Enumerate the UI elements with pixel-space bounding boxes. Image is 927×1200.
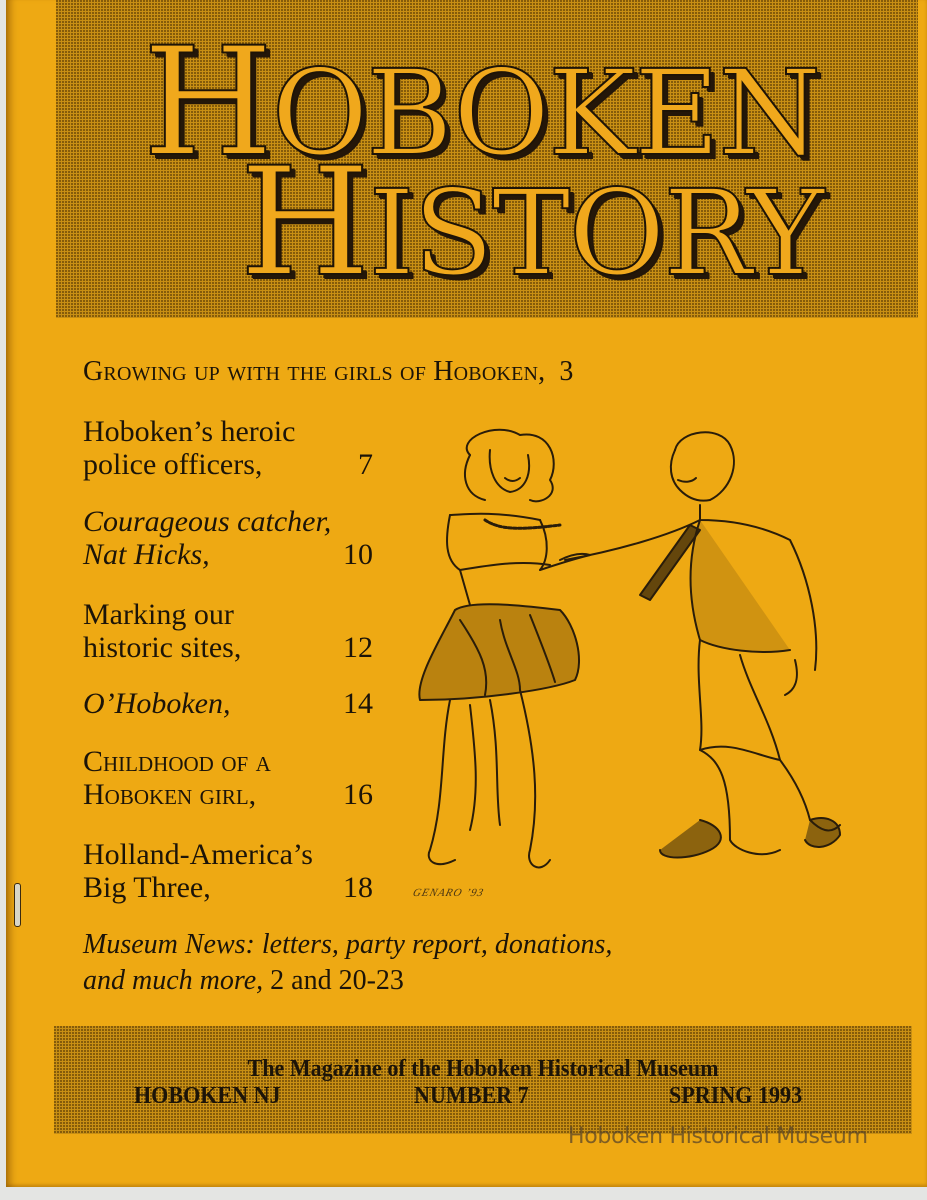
staple [14,883,21,927]
masthead-line-2 [100,136,927,310]
footer-issue-number: NUMBER 7 [414,1083,529,1109]
toc-item-page: 18 [343,871,373,904]
watermark: Hoboken Historical Museum [568,1124,868,1149]
masthead-initial: H [142,16,272,190]
museum-news-pages: 2 and 20-23 [263,965,404,996]
toc-item-title: police officers, [83,448,263,481]
footer-location: HOBOKEN NJ [134,1083,281,1109]
masthead-initial: H [239,136,369,310]
museum-news [83,927,723,999]
toc-item-page: 7 [358,448,373,481]
artist-signature: GENARO ’93 [411,887,486,899]
toc-item-title: historic sites, [83,631,242,664]
footer-tagline: The Magazine of the Hoboken Historical Museum [247,1056,719,1082]
toc-item-title: Hoboken’s heroic [83,415,296,448]
toc-item-title: Holland-America’s [83,838,313,871]
toc-item-title: Courageous catcher, [83,505,332,538]
toc-item-title: O’Hoboken, [83,687,231,720]
dancing-couple-illustration [400,420,860,900]
toc-item-title: Nat Hicks, [83,538,210,571]
toc-item [83,838,373,904]
masthead-band [56,0,918,318]
toc-item [83,687,373,720]
lead-story-page: 3 [559,356,574,387]
masthead-word: ISTORY [368,164,823,302]
toc-item [83,598,373,664]
toc-item-title: Childhood of a [83,745,271,778]
toc-item-title: Big Three, [83,871,211,904]
museum-news-text: and much more, [83,965,264,996]
toc-item-page: 10 [343,538,373,571]
footer-season: SPRING 1993 [669,1083,803,1109]
footer-band [54,1026,912,1134]
toc-item-title: Hoboken girl, [83,778,257,811]
lead-story-title: Growing up with the girls of Hoboken, [83,356,546,387]
toc-item-page: 12 [343,631,373,664]
museum-news-text: Museum News: letters, party report, donations, [83,929,613,960]
toc-item [83,415,373,481]
man-figure [565,432,840,857]
woman-figure [419,430,590,868]
toc-item-page: 14 [343,687,373,720]
masthead-word: OBOKEN [271,44,820,182]
lead-story [83,356,574,388]
toc-item [83,745,373,811]
toc-item [83,505,373,571]
toc-item-title: Marking our [83,598,234,631]
toc-item-page: 16 [343,778,373,811]
